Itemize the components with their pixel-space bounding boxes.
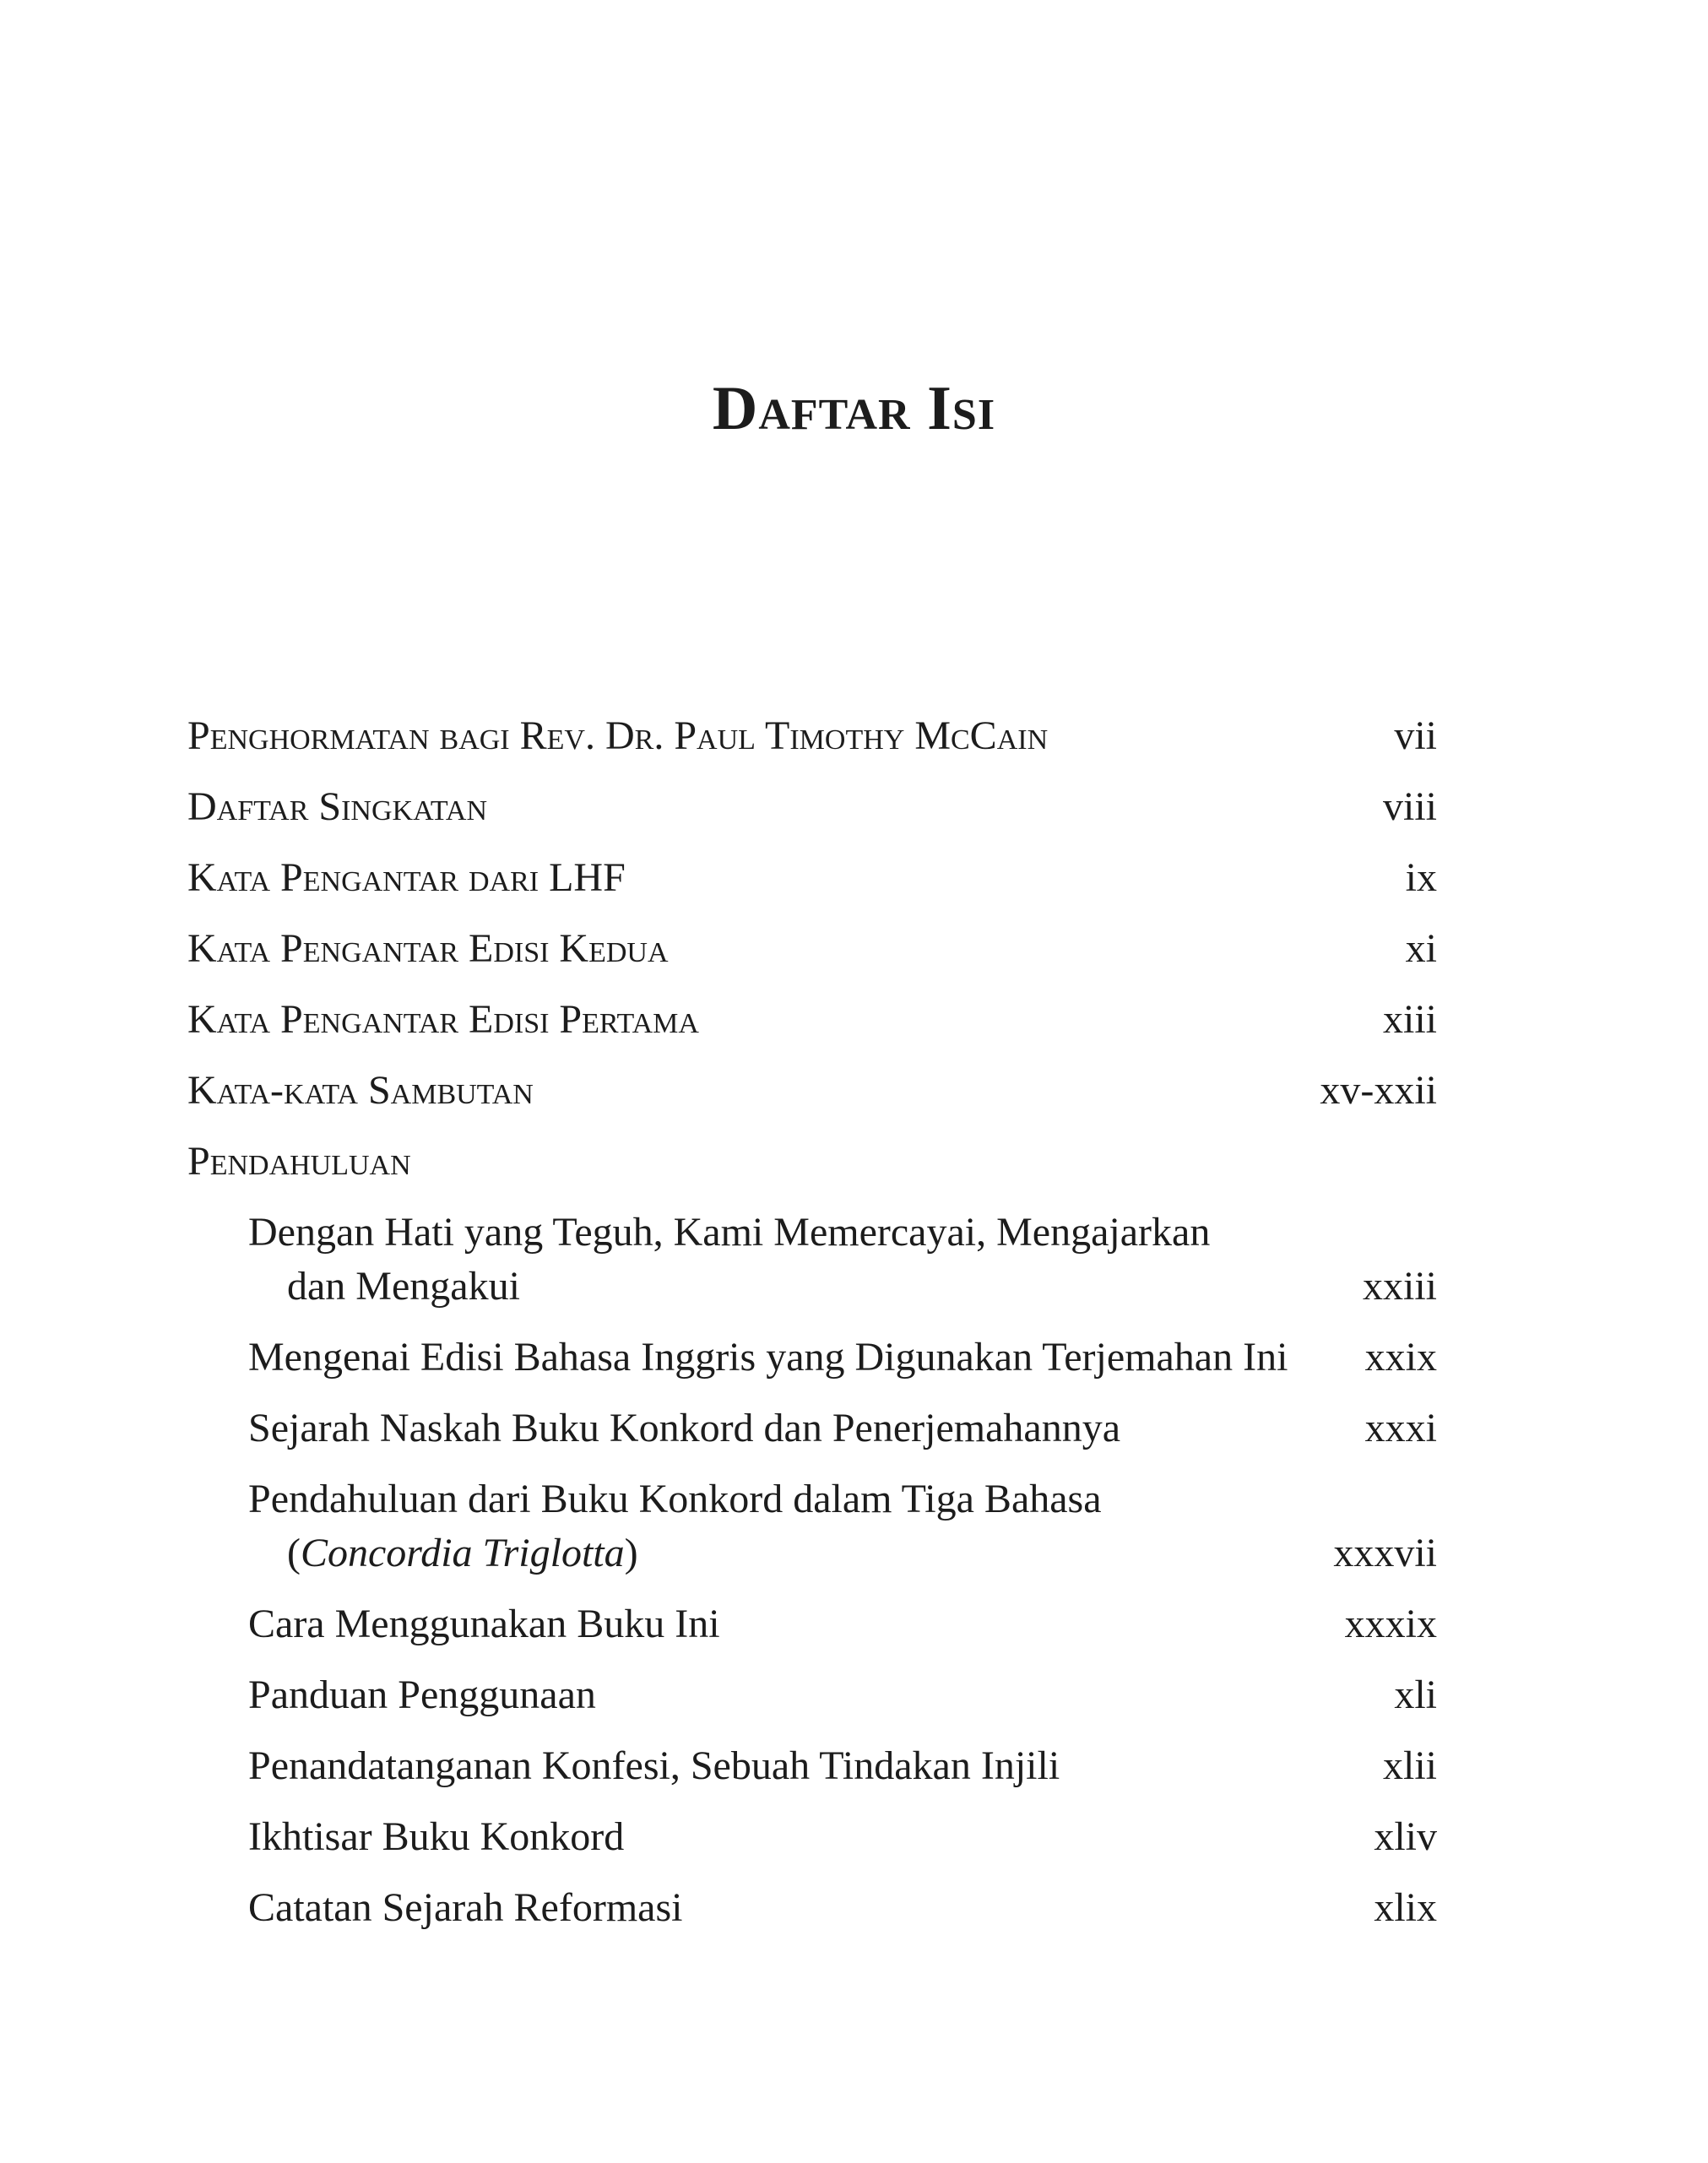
toc-entry-page: xli (1394, 1672, 1437, 1717)
toc-entry-title: Kata Pengantar Edisi Kedua (187, 926, 669, 971)
toc-entry-title-line2 (248, 1526, 1299, 1580)
toc-entry-page: xi (1405, 926, 1437, 971)
toc-sub-entry[interactable] (187, 1668, 1437, 1722)
toc-entry-page: xxix (1364, 1335, 1437, 1380)
toc-sub-entry[interactable] (187, 1472, 1437, 1580)
toc-entry-title: Kata Pengantar Edisi Pertama (187, 997, 699, 1042)
toc-section-title: Pendahuluan (187, 1139, 411, 1184)
toc-entry-title (248, 1206, 1363, 1314)
toc-entry[interactable] (187, 709, 1437, 763)
toc-entry-title (248, 1472, 1333, 1580)
toc-entry-title: Penandatanganan Konfesi, Sebuah Tindakan Injili (248, 1743, 1060, 1788)
toc-entry-title: Penghormatan bagi Rev. Dr. Paul Timothy McCain (187, 713, 1049, 758)
toc-entry[interactable] (187, 851, 1437, 905)
toc-entry-page: viii (1382, 784, 1437, 829)
toc-entry-page: xxiii (1362, 1264, 1437, 1309)
toc-entry[interactable] (187, 1064, 1437, 1118)
toc-entry[interactable] (187, 993, 1437, 1047)
toc-sub-entry[interactable] (187, 1206, 1437, 1314)
close-paren: ) (624, 1531, 638, 1575)
toc-sub-entry[interactable] (187, 1331, 1437, 1385)
open-paren: ( (287, 1531, 301, 1575)
toc-entry-page: xxxix (1344, 1602, 1437, 1646)
toc-entry-page: xv-xxii (1320, 1068, 1437, 1113)
toc-entry-title: Mengenai Edisi Bahasa Inggris yang Digunakan Terjemahan Ini (248, 1335, 1288, 1380)
toc-entry-title-line1: Pendahuluan dari Buku Konkord dalam Tiga Bahasa (248, 1477, 1102, 1521)
toc-entry-title: Kata Pengantar dari LHF (187, 855, 626, 900)
toc-entry[interactable] (187, 780, 1437, 834)
page-title: Daftar Isi (712, 374, 996, 443)
toc-entry-title: Sejarah Naskah Buku Konkord dan Penerjemahannya (248, 1406, 1121, 1450)
toc-entry-page: xlix (1374, 1885, 1437, 1930)
table-of-contents (187, 709, 1437, 1952)
toc-sub-entry[interactable] (187, 1739, 1437, 1793)
toc-entry-page: xxxi (1364, 1406, 1437, 1450)
toc-entry-title: Cara Menggunakan Buku Ini (248, 1602, 720, 1646)
toc-entry-page: xxxvii (1333, 1531, 1437, 1575)
toc-sub-entry[interactable] (187, 1401, 1437, 1456)
toc-entry-title: Daftar Singkatan (187, 784, 488, 829)
toc-sub-entry[interactable] (187, 1810, 1437, 1864)
toc-entry-page: vii (1394, 713, 1437, 758)
toc-entry-page: xlii (1382, 1743, 1437, 1788)
toc-entry-page: xliv (1374, 1814, 1437, 1859)
toc-sub-entry[interactable] (187, 1881, 1437, 1935)
toc-entry[interactable] (187, 922, 1437, 976)
toc-entry-title: Catatan Sejarah Reformasi (248, 1885, 683, 1930)
toc-entry-title-line1: Dengan Hati yang Teguh, Kami Memercayai, Mengajarkan (248, 1210, 1211, 1255)
toc-entry-title: Kata-kata Sambutan (187, 1068, 534, 1113)
italic-title: Concordia Triglotta (300, 1531, 625, 1575)
toc-entry-page: ix (1405, 855, 1437, 900)
toc-entry-page: xiii (1382, 997, 1437, 1042)
toc-sub-entry[interactable] (187, 1597, 1437, 1651)
toc-entry-title-line2: dan Mengakui (287, 1264, 520, 1309)
toc-section-heading[interactable] (187, 1135, 1437, 1189)
toc-entry-title: Ikhtisar Buku Konkord (248, 1814, 625, 1859)
toc-entry-title: Panduan Penggunaan (248, 1672, 596, 1717)
